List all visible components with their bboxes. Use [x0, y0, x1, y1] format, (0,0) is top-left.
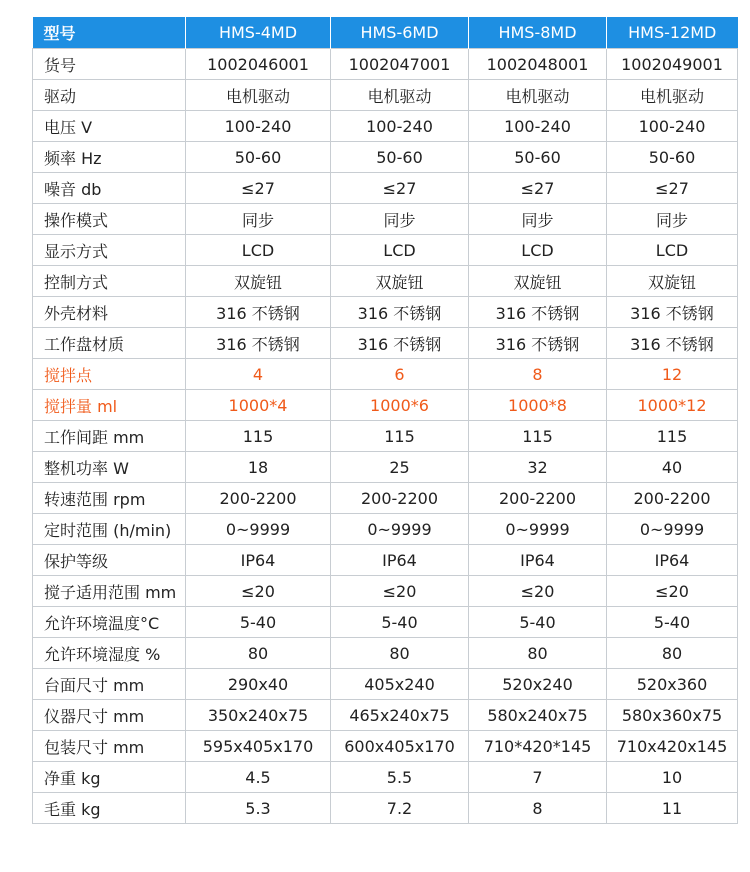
table-cell: 4 — [186, 359, 331, 390]
table-cell: 7 — [469, 762, 607, 793]
table-row — [33, 514, 738, 545]
spec-body — [33, 49, 738, 824]
table-row — [33, 204, 738, 235]
table-cell: 580x360x75 — [607, 700, 738, 731]
table-cell: ≤20 — [186, 576, 331, 607]
table-cell: 200-2200 — [607, 483, 738, 514]
row-label: 包装尺寸 mm — [33, 731, 186, 762]
table-cell: 316 不锈钢 — [331, 328, 469, 359]
table-cell: 5-40 — [607, 607, 738, 638]
table-cell: 0~9999 — [331, 514, 469, 545]
table-cell: IP64 — [607, 545, 738, 576]
table-cell: 18 — [186, 452, 331, 483]
table-cell: IP64 — [331, 545, 469, 576]
table-cell: 4.5 — [186, 762, 331, 793]
table-cell: 115 — [186, 421, 331, 452]
table-row — [33, 111, 738, 142]
table-cell: 8 — [469, 793, 607, 824]
row-label: 搅拌量 ml — [33, 390, 186, 421]
table-row — [33, 235, 738, 266]
table-cell: IP64 — [186, 545, 331, 576]
table-cell: ≤27 — [607, 173, 738, 204]
table-cell: 316 不锈钢 — [607, 297, 738, 328]
table-cell: 350x240x75 — [186, 700, 331, 731]
table-row — [33, 762, 738, 793]
table-cell: 5.5 — [331, 762, 469, 793]
table-cell: 600x405x170 — [331, 731, 469, 762]
table-cell: 115 — [469, 421, 607, 452]
table-cell: 465x240x75 — [331, 700, 469, 731]
row-label: 驱动 — [33, 80, 186, 111]
table-cell: ≤27 — [331, 173, 469, 204]
table-cell: 710*420*145 — [469, 731, 607, 762]
table-cell: 7.2 — [331, 793, 469, 824]
row-label: 工作间距 mm — [33, 421, 186, 452]
row-label: 净重 kg — [33, 762, 186, 793]
table-cell: 316 不锈钢 — [607, 328, 738, 359]
row-label: 搅拌点 — [33, 359, 186, 390]
table-cell: ≤20 — [469, 576, 607, 607]
table-cell: 电机驱动 — [331, 80, 469, 111]
row-label: 噪音 db — [33, 173, 186, 204]
row-label: 控制方式 — [33, 266, 186, 297]
table-cell: 100-240 — [469, 111, 607, 142]
table-cell: 50-60 — [331, 142, 469, 173]
table-row — [33, 483, 738, 514]
row-label: 频率 Hz — [33, 142, 186, 173]
table-cell: 50-60 — [186, 142, 331, 173]
header-label: 型号 — [33, 17, 186, 49]
table-cell: 80 — [469, 638, 607, 669]
table-cell: 11 — [607, 793, 738, 824]
table-cell: 50-60 — [607, 142, 738, 173]
table-cell: 290x40 — [186, 669, 331, 700]
table-cell: 710x420x145 — [607, 731, 738, 762]
table-cell: 50-60 — [469, 142, 607, 173]
table-cell: 200-2200 — [331, 483, 469, 514]
table-cell: 5-40 — [186, 607, 331, 638]
table-row — [33, 607, 738, 638]
table-cell: 520x240 — [469, 669, 607, 700]
table-row — [33, 700, 738, 731]
table-cell: 12 — [607, 359, 738, 390]
table-cell: 100-240 — [186, 111, 331, 142]
header-model: HMS-6MD — [331, 17, 469, 49]
table-cell: 316 不锈钢 — [331, 297, 469, 328]
table-row — [33, 142, 738, 173]
table-cell: 电机驱动 — [469, 80, 607, 111]
table-row — [33, 173, 738, 204]
table-cell: 316 不锈钢 — [469, 297, 607, 328]
table-cell: 580x240x75 — [469, 700, 607, 731]
table-cell: LCD — [186, 235, 331, 266]
header-model: HMS-8MD — [469, 17, 607, 49]
table-cell: 5-40 — [469, 607, 607, 638]
table-row — [33, 297, 738, 328]
table-cell: 40 — [607, 452, 738, 483]
table-row — [33, 731, 738, 762]
table-row — [33, 328, 738, 359]
row-label: 电压 V — [33, 111, 186, 142]
table-cell: 316 不锈钢 — [469, 328, 607, 359]
table-row — [33, 266, 738, 297]
table-cell: 8 — [469, 359, 607, 390]
row-label: 搅子适用范围 mm — [33, 576, 186, 607]
row-label: 整机功率 W — [33, 452, 186, 483]
table-cell: ≤20 — [607, 576, 738, 607]
table-cell: 同步 — [331, 204, 469, 235]
table-cell: 32 — [469, 452, 607, 483]
table-cell: 100-240 — [607, 111, 738, 142]
table-cell: 双旋钮 — [607, 266, 738, 297]
row-label: 保护等级 — [33, 545, 186, 576]
row-label: 工作盘材质 — [33, 328, 186, 359]
table-cell: LCD — [331, 235, 469, 266]
table-cell: 6 — [331, 359, 469, 390]
header-model: HMS-12MD — [607, 17, 738, 49]
table-cell: ≤20 — [331, 576, 469, 607]
table-cell: 同步 — [469, 204, 607, 235]
table-cell: 1000*4 — [186, 390, 331, 421]
table-cell: ≤27 — [186, 173, 331, 204]
table-cell: 200-2200 — [469, 483, 607, 514]
table-cell: 10 — [607, 762, 738, 793]
table-cell: 100-240 — [331, 111, 469, 142]
table-cell: 1002046001 — [186, 49, 331, 80]
table-row — [33, 638, 738, 669]
header-model: HMS-4MD — [186, 17, 331, 49]
table-cell: 5.3 — [186, 793, 331, 824]
row-label: 允许环境温度°C — [33, 607, 186, 638]
table-cell: IP64 — [469, 545, 607, 576]
table-row — [33, 80, 738, 111]
table-cell: 电机驱动 — [607, 80, 738, 111]
table-row — [33, 669, 738, 700]
table-cell: 0~9999 — [469, 514, 607, 545]
table-cell: 1002048001 — [469, 49, 607, 80]
table-row — [33, 576, 738, 607]
row-label: 转速范围 rpm — [33, 483, 186, 514]
table-cell: ≤27 — [469, 173, 607, 204]
table-cell: 595x405x170 — [186, 731, 331, 762]
table-cell: LCD — [469, 235, 607, 266]
table-cell: LCD — [607, 235, 738, 266]
table-cell: 0~9999 — [607, 514, 738, 545]
row-label: 显示方式 — [33, 235, 186, 266]
table-cell: 1002049001 — [607, 49, 738, 80]
table-cell: 双旋钮 — [469, 266, 607, 297]
row-label: 外壳材料 — [33, 297, 186, 328]
row-label: 仪器尺寸 mm — [33, 700, 186, 731]
table-cell: 115 — [607, 421, 738, 452]
table-row — [33, 452, 738, 483]
table-row — [33, 359, 738, 390]
table-row — [33, 390, 738, 421]
table-cell: 25 — [331, 452, 469, 483]
table-cell: 双旋钮 — [186, 266, 331, 297]
table-cell: 316 不锈钢 — [186, 328, 331, 359]
spec-table — [32, 17, 738, 824]
row-label: 台面尺寸 mm — [33, 669, 186, 700]
header-row — [33, 17, 738, 49]
table-cell: 1000*12 — [607, 390, 738, 421]
row-label: 毛重 kg — [33, 793, 186, 824]
row-label: 允许环境湿度 % — [33, 638, 186, 669]
table-cell: 80 — [607, 638, 738, 669]
table-row — [33, 49, 738, 80]
row-label: 货号 — [33, 49, 186, 80]
table-cell: 同步 — [186, 204, 331, 235]
table-cell: 200-2200 — [186, 483, 331, 514]
table-cell: 1002047001 — [331, 49, 469, 80]
table-cell: 1000*8 — [469, 390, 607, 421]
table-cell: 0~9999 — [186, 514, 331, 545]
table-cell: 80 — [331, 638, 469, 669]
table-cell: 80 — [186, 638, 331, 669]
table-cell: 405x240 — [331, 669, 469, 700]
row-label: 操作模式 — [33, 204, 186, 235]
table-cell: 115 — [331, 421, 469, 452]
table-cell: 520x360 — [607, 669, 738, 700]
row-label: 定时范围 (h/min) — [33, 514, 186, 545]
table-cell: 电机驱动 — [186, 80, 331, 111]
table-cell: 5-40 — [331, 607, 469, 638]
table-cell: 同步 — [607, 204, 738, 235]
table-cell: 316 不锈钢 — [186, 297, 331, 328]
table-row — [33, 421, 738, 452]
table-row — [33, 793, 738, 824]
table-row — [33, 545, 738, 576]
table-cell: 1000*6 — [331, 390, 469, 421]
table-cell: 双旋钮 — [331, 266, 469, 297]
